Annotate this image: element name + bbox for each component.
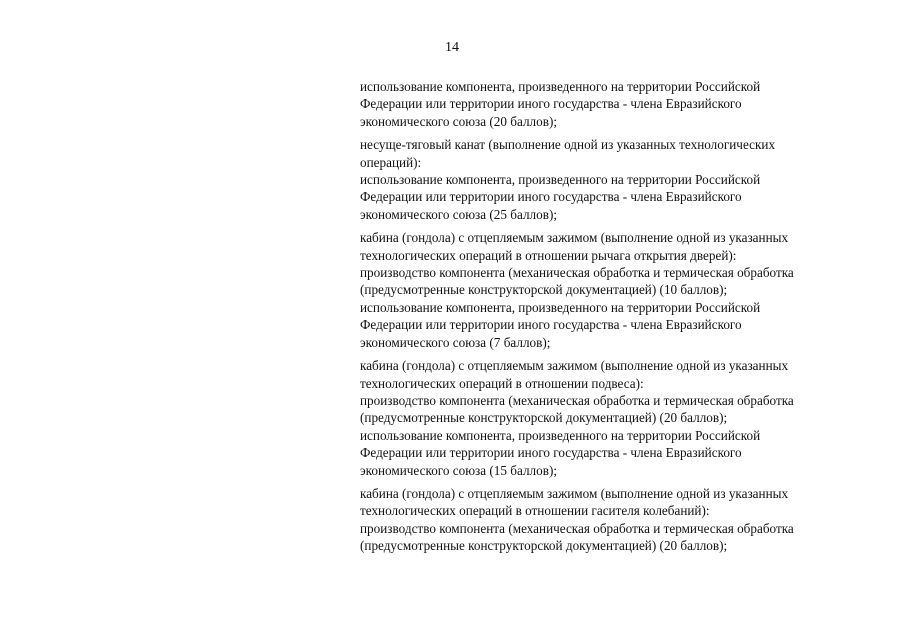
text-line: Федерации или территории иного государства - члена Евразийского <box>360 189 742 205</box>
text-line: использование компонента, произведенного на территории Российской <box>360 79 761 94</box>
paragraph <box>360 78 865 130</box>
paragraph <box>360 229 865 351</box>
text-line: технологических операций в отношении подвеса): <box>360 375 644 391</box>
text-line: использование компонента, произведенного на территории Российской <box>360 299 761 315</box>
text-line: технологических операций в отношении гасителя колебаний): <box>360 503 710 519</box>
page-number: 14 <box>445 40 459 55</box>
text-line: (предусмотренные конструкторской документацией) (20 баллов); <box>360 538 728 554</box>
text-line: операций): <box>360 154 422 170</box>
text-line: использование компонента, произведенного на территории Российской <box>360 427 761 443</box>
text-line: (предусмотренные конструкторской документацией) (20 баллов); <box>360 410 728 426</box>
text-line: кабина (гондола) с отцепляемым зажимом (выполнение одной из указанных <box>360 358 789 374</box>
paragraph <box>360 357 865 479</box>
paragraph <box>360 485 865 555</box>
text-line: экономического союза (7 баллов); <box>360 334 551 350</box>
text-line: кабина (гондола) с отцепляемым зажимом (выполнение одной из указанных <box>360 230 789 246</box>
text-line: несуще-тяговый канат (выполнение одной из указанных технологических <box>360 137 776 153</box>
text-line: экономического союза (15 баллов); <box>360 462 558 478</box>
paragraph <box>360 136 865 223</box>
text-line: производство компонента (механическая обработка и термическая обработка <box>360 392 794 408</box>
text-line: экономического союза (20 баллов); <box>360 113 558 129</box>
text-line: Федерации или территории иного государства - члена Евразийского <box>360 317 742 333</box>
document-body <box>360 78 865 561</box>
text-line: Федерации или территории иного государства - члена Евразийского <box>360 445 742 461</box>
text-line: экономического союза (25 баллов); <box>360 206 558 222</box>
text-line: производство компонента (механическая обработка и термическая обработка <box>360 520 794 536</box>
text-line: кабина (гондола) с отцепляемым зажимом (выполнение одной из указанных <box>360 485 789 501</box>
text-line: технологических операций в отношении рычага открытия дверей): <box>360 247 737 263</box>
text-line: использование компонента, произведенного на территории Российской <box>360 172 761 188</box>
text-line: (предусмотренные конструкторской документацией) (10 баллов); <box>360 282 728 298</box>
text-line: Федерации или территории иного государства - члена Евразийского <box>360 96 742 112</box>
text-line: производство компонента (механическая обработка и термическая обработка <box>360 265 794 281</box>
